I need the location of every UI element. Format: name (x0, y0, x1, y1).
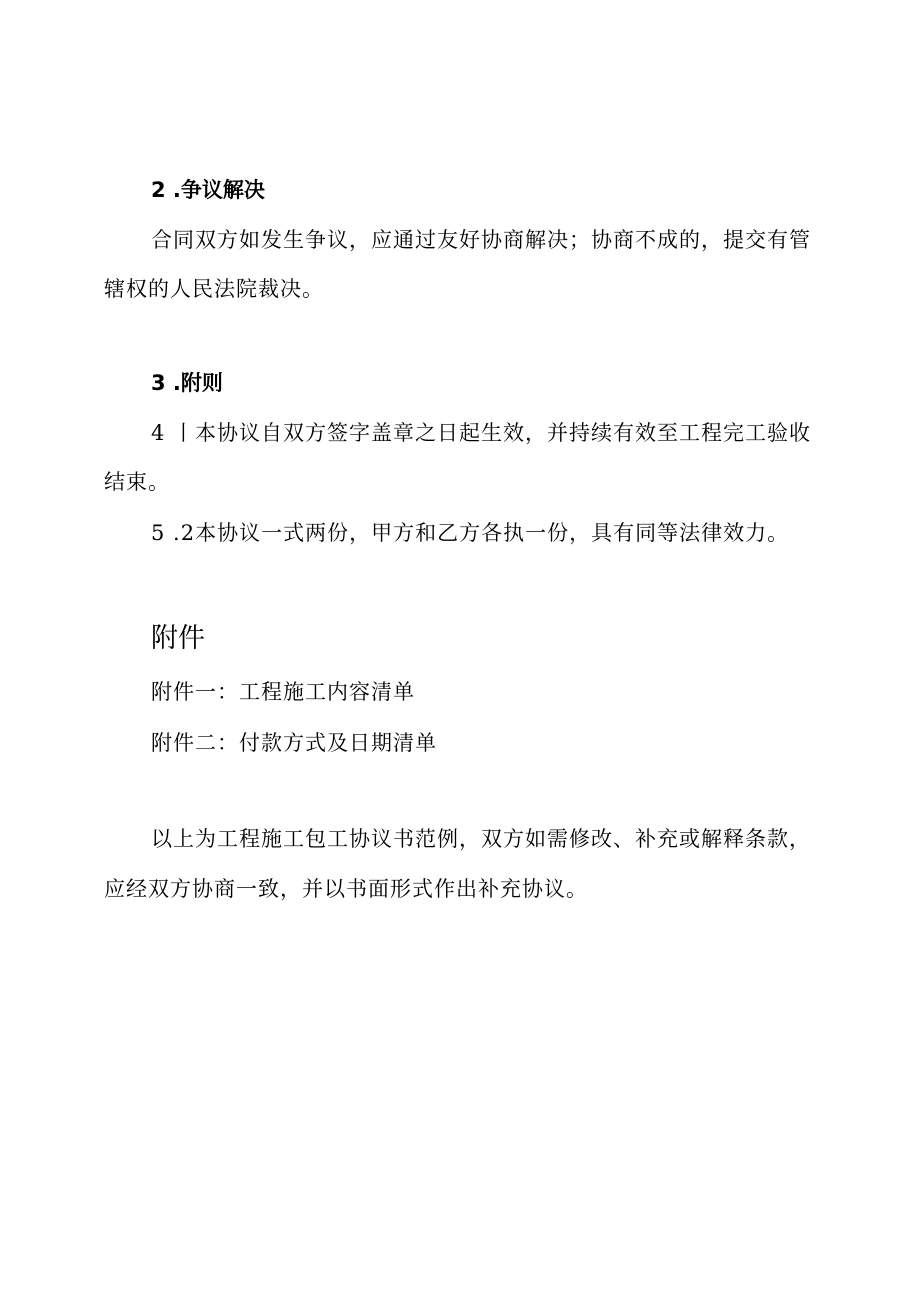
dispute-paragraph-line-1: 合同双方如发生争议，应通过友好协商解决；协商不成的，提交有管 (151, 228, 811, 252)
section-heading-general: 3 .附则 (151, 371, 223, 395)
general-item-1-line-1: 4 丨本协议自双方签字盖章之日起生效，并持续有效至工程完工验收 (151, 421, 812, 445)
section-heading-dispute: 2 .争议解决 (151, 178, 265, 202)
attachment-item-1: 附件一：工程施工内容清单 (151, 680, 415, 704)
closing-paragraph-line-2: 应经双方协商一致，并以书面形式作出补充协议。 (104, 877, 588, 901)
general-item-2: 5 .2本协议一式两份，甲方和乙方各执一份，具有同等法律效力。 (151, 521, 790, 545)
dispute-paragraph-line-2: 辖权的人民法院裁决。 (104, 277, 324, 301)
closing-paragraph-line-1: 以上为工程施工包工协议书范例，双方如需修改、补充或解释条款， (151, 827, 811, 851)
section-heading-attachments: 附件 (151, 623, 205, 654)
general-item-1-line-2: 结束。 (104, 470, 170, 494)
attachment-item-2: 附件二：付款方式及日期清单 (151, 731, 437, 755)
